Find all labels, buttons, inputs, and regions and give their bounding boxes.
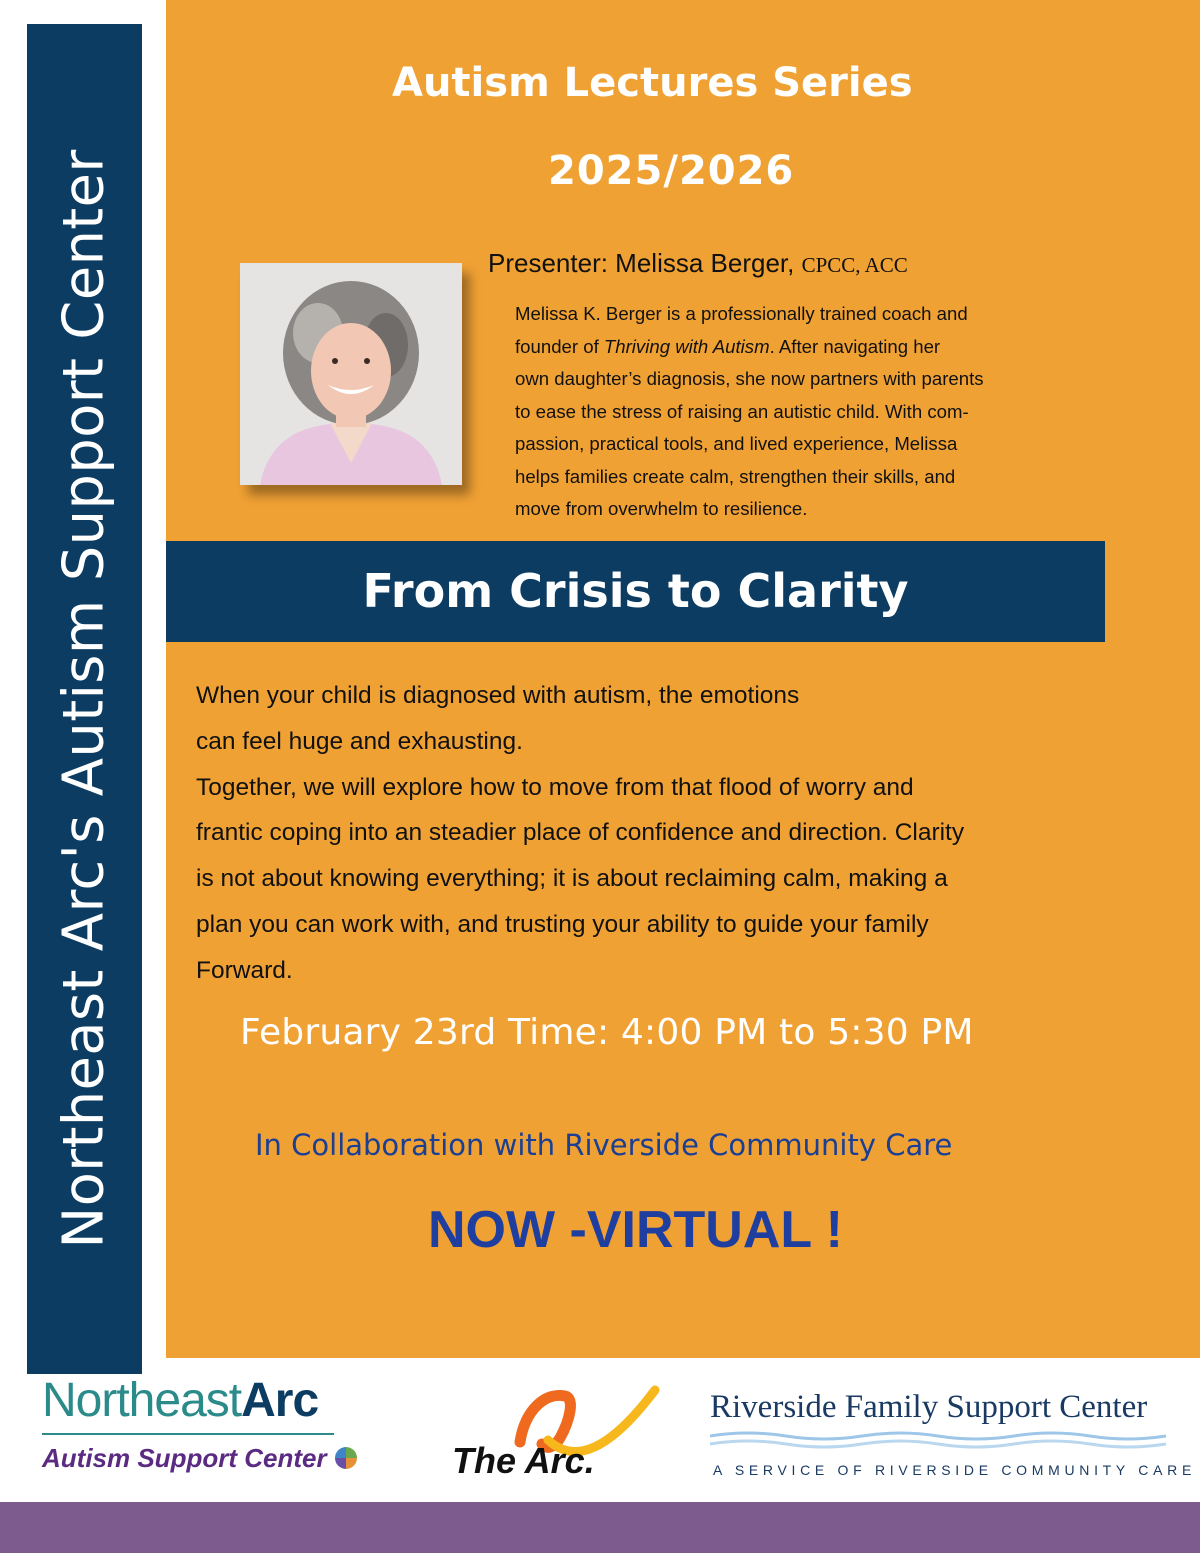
northeast-arc-logo — [42, 1373, 327, 1473]
logo-text: Northeast — [42, 1374, 242, 1427]
presenter-bio — [515, 298, 1105, 526]
event-datetime: February 23rd Time: 4:00 PM to 5:30 PM — [240, 1012, 974, 1053]
logo-text-bold: Arc — [241, 1374, 319, 1427]
the-arc-name: The Arc. — [452, 1440, 595, 1481]
description-line: plan you can work with, and trusting your ability to guide your family — [196, 910, 929, 938]
bio-line: Melissa K. Berger is a professionally trained coach and — [515, 303, 968, 324]
description-line: can feel huge and exhausting. — [196, 727, 523, 755]
bio-line — [515, 331, 1105, 364]
water-wave-icon — [710, 1430, 1170, 1452]
puzzle-globe-icon — [334, 1446, 358, 1470]
lecture-description — [196, 673, 1176, 994]
footer-bar — [0, 1502, 1200, 1553]
bio-book-title: Thriving with Autism — [603, 335, 770, 357]
bio-line: move from overwhelm to resilience. — [515, 498, 808, 519]
bio-line: passion, practical tools, and lived experience, Melissa — [515, 433, 958, 454]
presenter-portrait-icon — [240, 263, 462, 485]
lecture-title-banner — [166, 541, 1105, 642]
presenter-label: Presenter: Melissa Berger, — [488, 248, 795, 278]
presenter-heading — [488, 248, 908, 279]
bio-text: . After navigating her — [769, 335, 941, 357]
logo-divider — [42, 1433, 334, 1435]
bio-line: own daughter’s diagnosis, she now partners with parents — [515, 368, 984, 389]
series-year: 2025/2026 — [548, 148, 795, 194]
description-line: frantic coping into an steadier place of confidence and direction. Clarity — [196, 819, 965, 847]
northeast-arc-wordmark — [42, 1373, 318, 1428]
virtual-notice: NOW -VIRTUAL ! — [428, 1201, 843, 1259]
description-line: When your child is diagnosed with autism, the emotions — [196, 682, 800, 709]
presenter-credentials: CPCC, ACC — [801, 253, 908, 277]
presenter-photo — [240, 263, 462, 485]
lecture-title: From Crisis to Clarity — [362, 564, 909, 618]
riverside-logo-subtitle: A SERVICE OF RIVERSIDE COMMUNITY CARE — [713, 1462, 1196, 1478]
bio-line: to ease the stress of raising an autistic child. With com- — [515, 400, 969, 422]
vertical-org-name: Northeast Arc's Autism Support Center — [51, 149, 117, 1249]
collaboration-note: In Collaboration with Riverside Community Care — [255, 1128, 953, 1162]
bio-line: helps families create calm, strengthen their skills, and — [515, 465, 956, 487]
riverside-logo-name: Riverside Family Support Center — [710, 1389, 1148, 1425]
description-line: Forward. — [196, 956, 293, 984]
northeast-arc-subtitle — [42, 1443, 358, 1474]
bio-text: founder of — [515, 335, 604, 357]
description-line: is not about knowing everything; it is about reclaiming calm, making a — [196, 865, 948, 893]
description-line: Together, we will explore how to move from that flood of worry and — [196, 773, 914, 801]
logo-subtitle-text: Autism Support Center — [42, 1443, 327, 1473]
series-title: Autism Lectures Series — [392, 60, 913, 106]
